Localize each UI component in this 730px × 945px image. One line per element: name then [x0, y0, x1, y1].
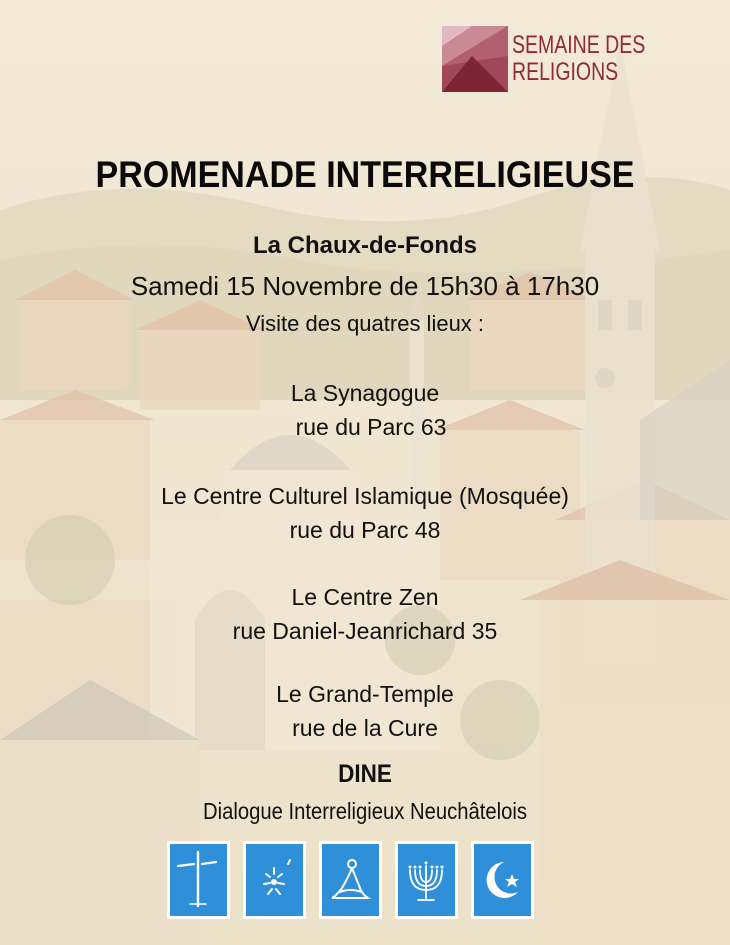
place-name: Le Grand-Temple	[276, 681, 454, 707]
logo-line-1: SEMAINE DES	[512, 31, 646, 59]
place-name: Le Centre Zen	[291, 584, 439, 610]
crescent-star-icon	[471, 841, 534, 919]
dharma-burst-icon	[243, 841, 306, 919]
semaine-des-religions-logo	[442, 26, 652, 92]
logo-text	[512, 32, 645, 86]
logo-mark-icon	[442, 26, 508, 92]
place-address: rue de la Cure	[292, 715, 438, 741]
event-city: La Chaux-de-Fonds	[252, 232, 477, 259]
place-address: rue du Parc 48	[289, 517, 441, 543]
place-synagogue	[0, 376, 730, 444]
meditating-figure-icon	[319, 841, 382, 919]
organizer-acronym: DINE	[338, 760, 392, 788]
place-address: rue Daniel-Jeanrichard 35	[232, 618, 498, 644]
place-address: rue du Parc 63	[295, 414, 447, 440]
cross-icon	[167, 841, 230, 919]
menorah-icon	[395, 841, 458, 919]
place-grand-temple	[0, 677, 730, 745]
organizer-name: Dialogue Interreligieux Neuchâtelois	[202, 798, 528, 824]
place-islamic-centre	[0, 479, 730, 547]
place-zen-centre	[0, 580, 730, 648]
visit-intro: Visite des quatres lieux :	[245, 311, 485, 336]
religion-icons-row	[163, 841, 538, 921]
event-date: Samedi 15 Novembre de 15h30 à 17h30	[130, 271, 600, 301]
place-name: La Synagogue	[290, 380, 440, 406]
place-name: Le Centre Culturel Islamique (Mosquée)	[161, 483, 569, 509]
page-title: PROMENADE INTERRELIGIEUSE	[95, 154, 635, 195]
logo-line-2: RELIGIONS	[512, 58, 619, 86]
